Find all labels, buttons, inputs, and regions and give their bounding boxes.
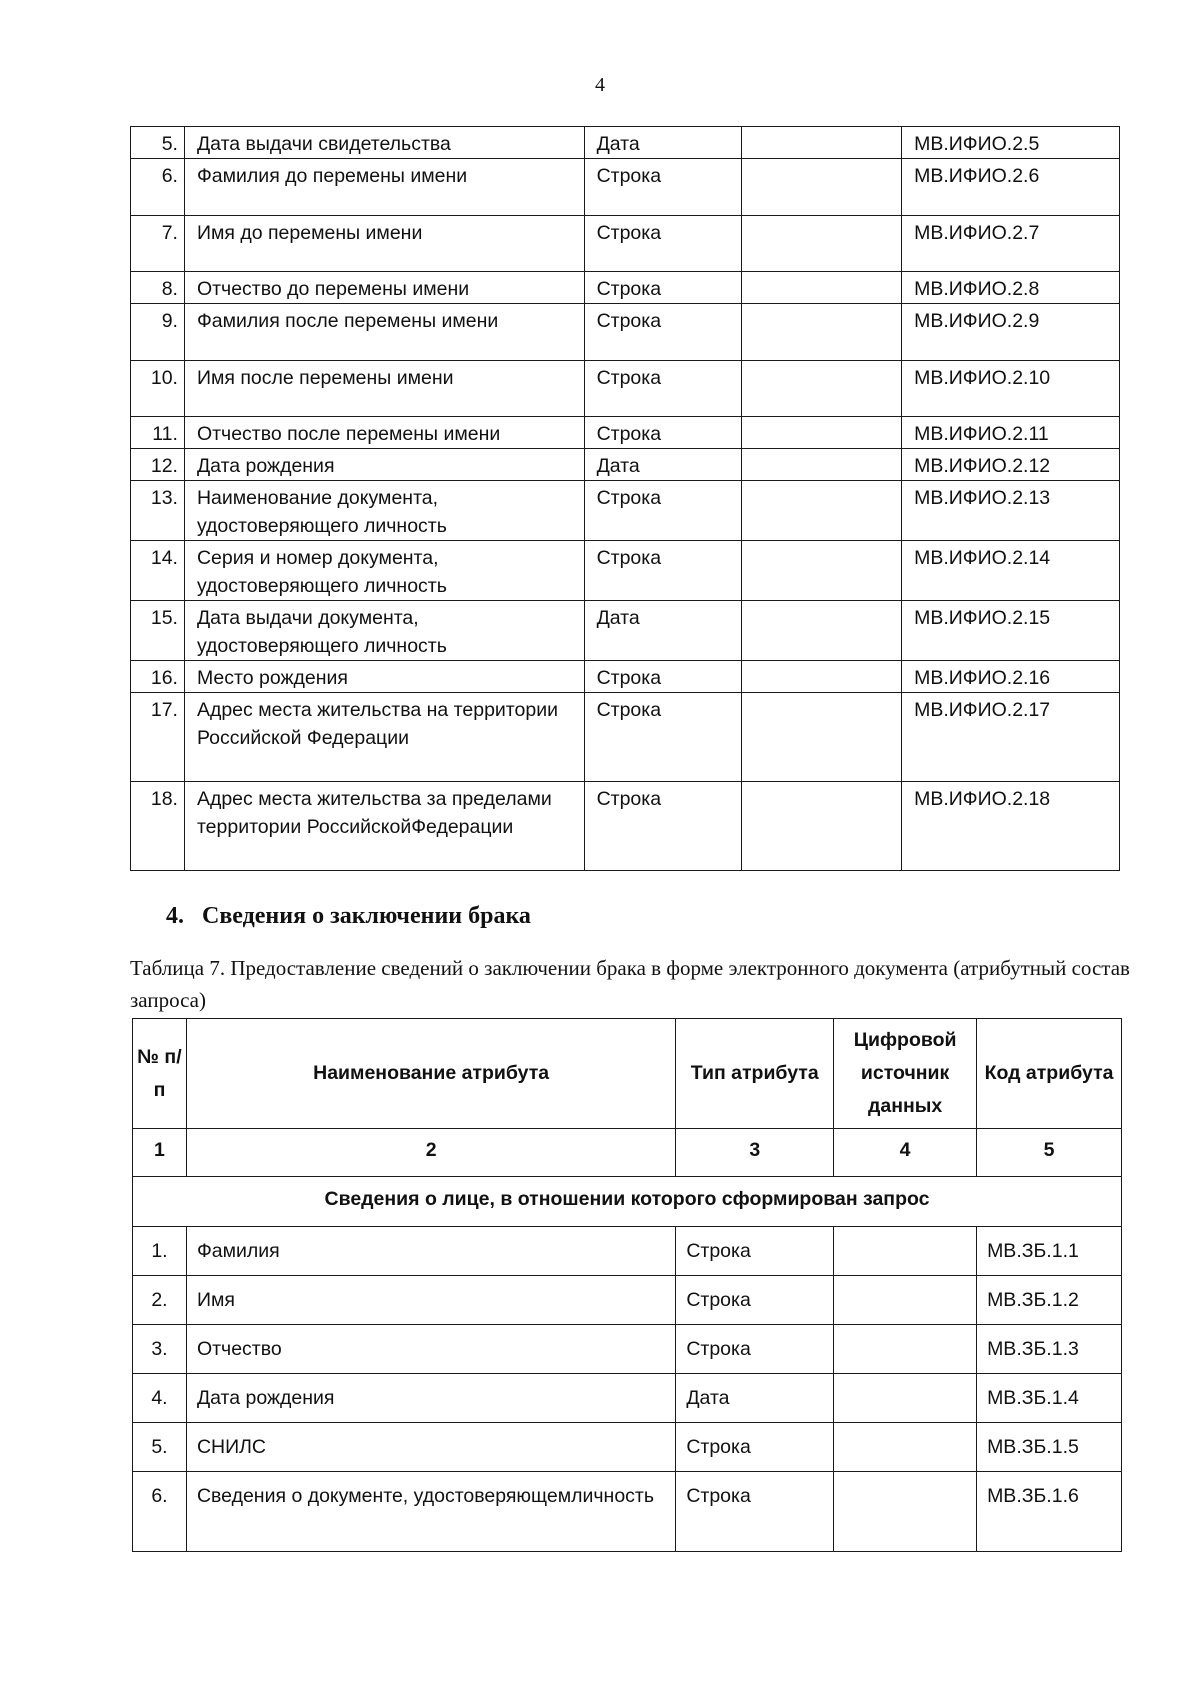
data-source (834, 1472, 977, 1552)
attribute-type: Строка (676, 1276, 834, 1325)
attribute-code: МВ.ИФИО.2.12 (902, 449, 1120, 481)
marriage-attributes-table-body (133, 1129, 1122, 1552)
data-source (742, 782, 902, 871)
attribute-type: Строка (584, 272, 742, 304)
table-row (133, 1423, 1122, 1472)
row-number: 17. (131, 693, 185, 782)
column-number: 5 (977, 1129, 1122, 1177)
attribute-code: МВ.ИФИО.2.7 (902, 216, 1120, 272)
section-row (133, 1177, 1122, 1227)
column-number: 4 (834, 1129, 977, 1177)
table-row (133, 1472, 1122, 1552)
row-number: 4. (133, 1374, 187, 1423)
attribute-type: Дата (584, 449, 742, 481)
attribute-name: Фамилия после перемены имени (184, 304, 584, 361)
attribute-name: Дата выдачи документа, удостоверяющего личность (184, 601, 584, 661)
table-row (131, 272, 1120, 304)
attribute-name: Имя до перемены имени (184, 216, 584, 272)
header-attribute-name: Наименование атрибута (186, 1019, 675, 1129)
row-number: 18. (131, 782, 185, 871)
table-row (133, 1374, 1122, 1423)
attribute-code: МВ.ИФИО.2.18 (902, 782, 1120, 871)
section-title: Сведения о заключении брака (202, 903, 531, 929)
table-row (133, 1325, 1122, 1374)
attribute-type: Строка (584, 661, 742, 693)
row-number: 5. (133, 1423, 187, 1472)
row-number: 9. (131, 304, 185, 361)
table-row (131, 417, 1120, 449)
data-source (834, 1374, 977, 1423)
table-row (131, 216, 1120, 272)
attribute-code: МВ.ЗБ.1.6 (977, 1472, 1122, 1552)
data-source (742, 661, 902, 693)
attribute-code: МВ.ЗБ.1.4 (977, 1374, 1122, 1423)
attribute-name: Имя (186, 1276, 675, 1325)
data-source (742, 449, 902, 481)
row-number: 3. (133, 1325, 187, 1374)
header-data-source: Цифровой источник данных (834, 1019, 977, 1129)
section-number: 4. (166, 903, 184, 929)
attribute-type: Дата (676, 1374, 834, 1423)
attribute-type: Строка (584, 304, 742, 361)
header-number: № п/п (133, 1019, 187, 1129)
marriage-attributes-table (132, 1018, 1122, 1552)
row-number: 16. (131, 661, 185, 693)
column-number: 3 (676, 1129, 834, 1177)
attribute-type: Строка (584, 782, 742, 871)
attribute-name: Адрес места жительства на территории Российской Федерации (184, 693, 584, 782)
column-number: 2 (186, 1129, 675, 1177)
attribute-type: Дата (584, 601, 742, 661)
table-header-row (133, 1019, 1122, 1129)
header-attribute-type: Тип атрибута (676, 1019, 834, 1129)
row-number: 14. (131, 541, 185, 601)
attribute-type: Строка (584, 693, 742, 782)
attribute-code: МВ.ЗБ.1.3 (977, 1325, 1122, 1374)
attribute-code: МВ.ИФИО.2.11 (902, 417, 1120, 449)
data-source (742, 417, 902, 449)
attribute-name: Серия и номер документа, удостоверяющего личность (184, 541, 584, 601)
table-row (131, 304, 1120, 361)
attribute-name: Дата рождения (186, 1374, 675, 1423)
row-number: 2. (133, 1276, 187, 1325)
page-number: 4 (595, 74, 605, 96)
row-number: 8. (131, 272, 185, 304)
row-number: 1. (133, 1227, 187, 1276)
row-number: 6. (133, 1472, 187, 1552)
attribute-name: Место рождения (184, 661, 584, 693)
attribute-type: Строка (676, 1472, 834, 1552)
attribute-name: Фамилия (186, 1227, 675, 1276)
section-heading (166, 903, 531, 930)
attribute-code: МВ.ЗБ.1.2 (977, 1276, 1122, 1325)
attribute-code: МВ.ИФИО.2.5 (902, 127, 1120, 159)
table-row (133, 1276, 1122, 1325)
attribute-code: МВ.ИФИО.2.6 (902, 159, 1120, 216)
attribute-code: МВ.ИФИО.2.10 (902, 361, 1120, 417)
attribute-name: Фамилия до перемены имени (184, 159, 584, 216)
attribute-name: Отчество до перемены имени (184, 272, 584, 304)
attribute-name: Отчество после перемены имени (184, 417, 584, 449)
attribute-name: Дата выдачи свидетельства (184, 127, 584, 159)
table-caption: Таблица 7. Предоставление сведений о заключении брака в форме электронного документа (атрибутный состав запроса) (130, 956, 1130, 1012)
attribute-code: МВ.ИФИО.2.16 (902, 661, 1120, 693)
table-row (131, 661, 1120, 693)
data-source (742, 693, 902, 782)
data-source (742, 216, 902, 272)
attribute-type: Строка (676, 1227, 834, 1276)
data-source (742, 601, 902, 661)
attribute-type: Строка (676, 1423, 834, 1472)
data-source (742, 304, 902, 361)
table-row (131, 601, 1120, 661)
attribute-name: Сведения о документе, удостоверяющемличность (186, 1472, 675, 1552)
table-row (133, 1227, 1122, 1276)
table-row (131, 361, 1120, 417)
table-row (131, 127, 1120, 159)
attribute-code: МВ.ИФИО.2.15 (902, 601, 1120, 661)
attributes-table-continued (130, 126, 1120, 871)
attribute-type: Строка (584, 417, 742, 449)
table-row (131, 159, 1120, 216)
row-number: 7. (131, 216, 185, 272)
table-row (131, 481, 1120, 541)
column-number-row (133, 1129, 1122, 1177)
row-number: 11. (131, 417, 185, 449)
data-source (742, 361, 902, 417)
attribute-type: Строка (584, 159, 742, 216)
data-source (742, 541, 902, 601)
attribute-type: Строка (584, 361, 742, 417)
row-number: 12. (131, 449, 185, 481)
attribute-code: МВ.ЗБ.1.5 (977, 1423, 1122, 1472)
attribute-name: Наименование документа, удостоверяющего личность (184, 481, 584, 541)
attributes-table-body (131, 127, 1120, 871)
data-source (742, 272, 902, 304)
data-source (742, 159, 902, 216)
data-source (834, 1227, 977, 1276)
row-number: 5. (131, 127, 185, 159)
table-row (131, 782, 1120, 871)
attribute-type: Строка (584, 216, 742, 272)
attribute-name: СНИЛС (186, 1423, 675, 1472)
section-row-label: Сведения о лице, в отношении которого сформирован запрос (133, 1177, 1122, 1227)
row-number: 6. (131, 159, 185, 216)
attribute-type: Строка (584, 541, 742, 601)
data-source (742, 481, 902, 541)
data-source (834, 1325, 977, 1374)
table-row (131, 449, 1120, 481)
row-number: 10. (131, 361, 185, 417)
attribute-name: Отчество (186, 1325, 675, 1374)
attribute-code: МВ.ИФИО.2.13 (902, 481, 1120, 541)
row-number: 15. (131, 601, 185, 661)
table-row (131, 693, 1120, 782)
attribute-type: Дата (584, 127, 742, 159)
attribute-name: Дата рождения (184, 449, 584, 481)
attribute-code: МВ.ИФИО.2.9 (902, 304, 1120, 361)
data-source (742, 127, 902, 159)
header-attribute-code: Код атрибута (977, 1019, 1122, 1129)
attribute-code: МВ.ИФИО.2.17 (902, 693, 1120, 782)
attribute-code: МВ.ИФИО.2.8 (902, 272, 1120, 304)
attribute-type: Строка (676, 1325, 834, 1374)
column-number: 1 (133, 1129, 187, 1177)
data-source (834, 1423, 977, 1472)
attribute-code: МВ.ЗБ.1.1 (977, 1227, 1122, 1276)
attribute-type: Строка (584, 481, 742, 541)
table-row (131, 541, 1120, 601)
row-number: 13. (131, 481, 185, 541)
attribute-code: МВ.ИФИО.2.14 (902, 541, 1120, 601)
data-source (834, 1276, 977, 1325)
attribute-name: Имя после перемены имени (184, 361, 584, 417)
attribute-name: Адрес места жительства за пределами территории РоссийскойФедерации (184, 782, 584, 871)
